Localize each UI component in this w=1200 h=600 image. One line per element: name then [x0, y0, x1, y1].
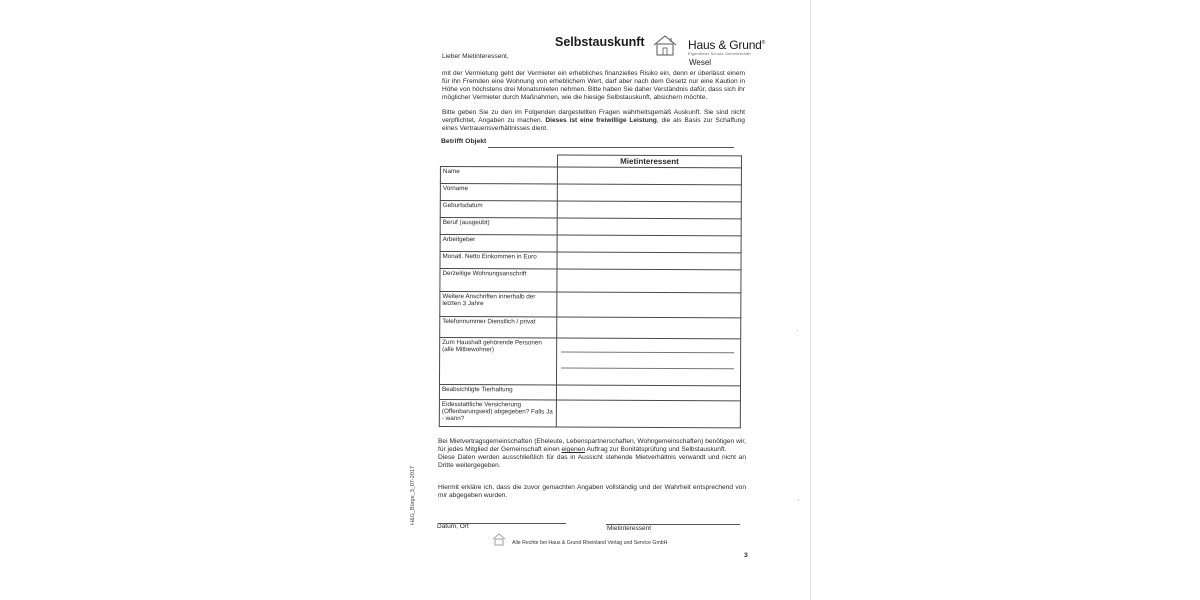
field-input[interactable]	[557, 235, 741, 253]
greeting: Lieber Mietinteressent,	[442, 53, 509, 60]
declaration: Hiermit erkläre ich, dass die zuvor gemachten Angaben vollständig und der Wahrheit entsprechend von mir abgegeben wurden.	[438, 484, 746, 499]
table-row	[440, 167, 741, 185]
field-input[interactable]	[556, 338, 740, 386]
field-input[interactable]	[556, 385, 740, 401]
field-input[interactable]	[557, 201, 741, 219]
brand-tagline: Eigentümer Schutz-Gemeinschaft	[688, 52, 751, 56]
field-label: Zum Haushalt gehörende Personen (alle Mitbewohner)	[439, 338, 556, 386]
applicant-form-table	[439, 154, 742, 428]
field-label: Eidesstattliche Versicherung (Offenbarungseid) abgegeben? Falls Ja - wann?	[439, 399, 556, 427]
table-row	[439, 399, 740, 427]
table-row	[440, 269, 741, 293]
table-row	[440, 317, 741, 339]
page-number: 3	[744, 552, 748, 559]
table-row	[440, 201, 741, 219]
field-label: Weitere Anschriften innerhalb der letzten 3 Jahre	[440, 292, 557, 318]
field-label: Beabsichtigte Tierhaltung	[439, 385, 556, 401]
table-row	[440, 218, 741, 236]
table-row	[440, 235, 741, 253]
field-input[interactable]	[556, 400, 740, 428]
field-label: Beruf (ausgeübt)	[440, 218, 557, 236]
signature-label: Mietinteressent	[607, 525, 652, 532]
field-label: Vorname	[440, 184, 557, 202]
voluntary-notice: Dieses ist eine freiwillige Leistung	[545, 117, 657, 124]
field-input[interactable]	[557, 252, 741, 270]
table-row	[440, 252, 741, 270]
field-label: Arbeitgeber	[440, 235, 557, 253]
form-code: H&G_Bürge_3_07-2017	[410, 465, 416, 525]
date-place-label: Datum, Ort	[437, 523, 469, 530]
field-label: Monatl. Netto Einkommen in Euro	[440, 252, 557, 270]
column-header: Mietinteressent	[557, 155, 741, 168]
field-input[interactable]	[557, 269, 741, 293]
community-note: Bei Mietvertragsgemeinschaften (Eheleute, Lebenspartnerschaften, Wohngemeinschaften) benötigen wir, für jedes Mitglied der Gemeinschaft einen eigenen Auftrag zur Bonitätsprüfung und Selbstauskunft. Diese Daten werden ausschließlich für das in Aussicht stehende Mietverhältnis verwandt und nicht an Dritte weitergegeben.	[438, 438, 746, 469]
house-icon	[652, 33, 682, 57]
copyright-footer: Alle Rechte bei Haus & Grund Rheinland Verlag und Service GmbH	[512, 540, 668, 546]
table-row	[439, 338, 740, 386]
field-label: Name	[440, 167, 557, 185]
footer-house-icon	[492, 533, 506, 546]
field-input[interactable]	[557, 292, 741, 318]
document-title: Selbstauskunft	[555, 35, 645, 49]
field-input[interactable]	[557, 218, 741, 236]
object-label: Betrifft Objekt	[441, 138, 487, 145]
brand-logo-text: Haus & Grund®	[688, 38, 766, 52]
object-input-line[interactable]	[488, 147, 734, 148]
table-row	[439, 385, 740, 401]
scan-speck	[798, 500, 799, 501]
field-label: Telefonnummer Dienstlich / privat	[440, 317, 557, 339]
field-input[interactable]	[557, 184, 741, 202]
field-label: Derzeitige Wohnungsanschrift	[440, 269, 557, 293]
scan-speck	[797, 330, 798, 331]
instruction-paragraph: Bitte geben Sie zu den im Folgenden dargestellten Fragen wahrheitsgemäß Auskunft. Sie sind nicht verpflichtet, Angaben zu machen. Dieses ist eine freiwillige Leistung, die als Basis zur Schaffung eines Vertrauensverhältnisses dient.	[442, 109, 745, 132]
table-row	[440, 292, 741, 318]
brand-city: Wesel	[689, 58, 712, 67]
field-input[interactable]	[557, 167, 741, 185]
field-label: Geburtsdatum	[440, 201, 557, 219]
table-row	[440, 184, 741, 202]
field-input[interactable]	[557, 317, 741, 339]
document-page	[388, 0, 811, 600]
intro-paragraph: mit der Vermietung geht der Vermieter ein erhebliches finanzielles Risiko ein, denn er überlässt einem für ihn Fremden eine Wohnung von erheblichem Wert, darf aber nach dem Gesetz nur eine Kaution in Höhe von höchstens drei Monatsmieten nehmen. Bitte haben Sie daher Verständnis dafür, dass sich ihr möglicher Vermieter durch Maßnahmen, wie die hiesige Selbstauskunft, absichern möchte.	[442, 70, 745, 101]
